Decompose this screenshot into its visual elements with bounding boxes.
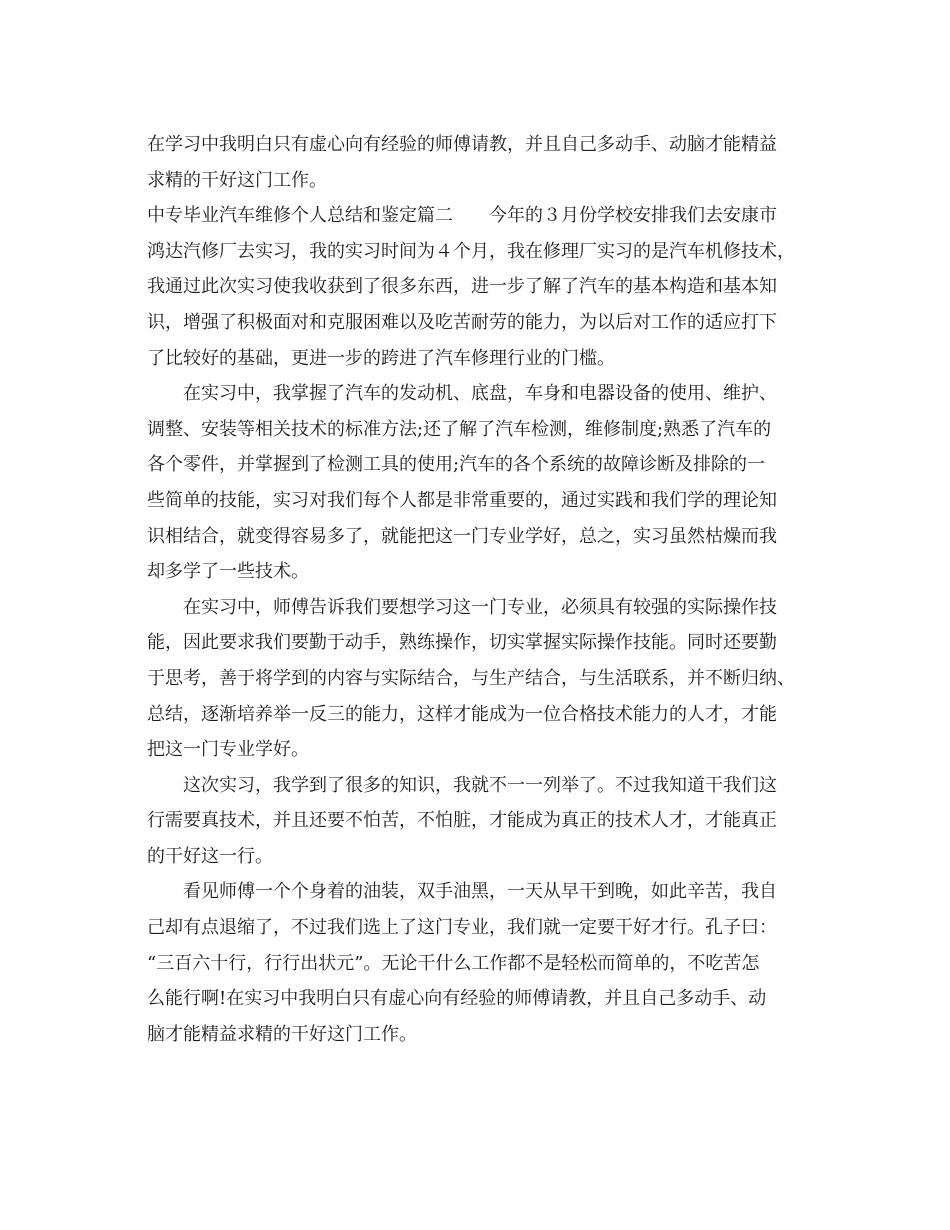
text-line: 在学习中我明白只有虚心向有经验的师傅请教，并且自己多动手、动脑才能精益 [147, 134, 777, 155]
text-line: 调整、安装等相关技术的标准方法;还了解了汽车检测，维修制度;熟悉了汽车的 [147, 418, 772, 440]
text-line: 却多学了一些技术。 [147, 561, 309, 583]
text-line: 求精的干好这门工作。 [147, 169, 327, 191]
text-line: 脑才能精益求精的干好这门工作。 [147, 1023, 417, 1045]
text-line: 能，因此要求我们要勤于动手，熟练操作，切实掌握实际操作技能。同时还要勤 [147, 632, 777, 654]
text-line: 中专毕业汽车维修个人总结和鉴定篇二 今年的３月份学校安排我们去安康市 [147, 205, 777, 227]
text-line: 总结，逐渐培养举一反三的能力，这样才能成为一位合格技术能力的人才，才能 [147, 703, 777, 725]
text-line: 把这一门专业学好。 [147, 739, 309, 761]
text-line: 行需要真技术，并且还要不怕苦，不怕脏，才能成为真正的技术人才，才能真正 [147, 810, 777, 832]
text-line: 我通过此次实习使我收获到了很多东西，进一步了解了汽车的基本构造和基本知 [147, 276, 777, 298]
paragraph-first-line: 看见师傅一个个身着的油装，双手油黑，一天从早干到晚，如此辛苦，我自 [183, 881, 777, 903]
document-body [147, 127, 803, 1052]
text-line: 的干好这一行。 [147, 845, 273, 867]
paragraph-first-line: 在实习中，我掌握了汽车的发动机、底盘，车身和电器设备的使用、维护、 [183, 383, 777, 405]
text-line: 于思考，善于将学到的内容与实际结合，与生产结合，与生活联系，并不断归纳、 [147, 667, 795, 689]
text-line: 了比较好的基础，更进一步的跨进了汽车修理行业的门槛。 [147, 347, 615, 369]
paragraph-first-line: 这次实习，我学到了很多的知识，我就不一一列举了。不过我知道干我们这 [183, 774, 777, 796]
text-line: “三百六十行，行行出状元”。无论干什么工作都不是轻松而简单的，不吃苦怎 [147, 952, 760, 974]
text-line: 识，增强了积极面对和克服困难以及吃苦耐劳的能力，为以后对工作的适应打下 [147, 311, 777, 333]
text-line: 各个零件，并掌握到了检测工具的使用;汽车的各个系统的故障诊断及排除的一 [147, 454, 766, 476]
text-line: 些简单的技能，实习对我们每个人都是非常重要的，通过实践和我们学的理论知 [147, 489, 777, 511]
text-line: 么能行啊!在实习中我明白只有虚心向有经验的师傅请教，并且自己多动手、动 [147, 988, 767, 1010]
text-line: 识相结合，就变得容易多了，就能把这一门专业学好，总之，实习虽然枯燥而我 [147, 525, 777, 547]
text-line: 鸿达汽修厂去实习，我的实习时间为４个月，我在修理厂实习的是汽车机修技术， [147, 240, 795, 262]
text-line: 己却有点退缩了，不过我们选上了这门专业，我们就一定要干好才行。孔子曰： [147, 917, 777, 939]
paragraph-first-line: 在实习中，师傅告诉我们要想学习这一门专业，必须具有较强的实际操作技 [183, 596, 777, 618]
